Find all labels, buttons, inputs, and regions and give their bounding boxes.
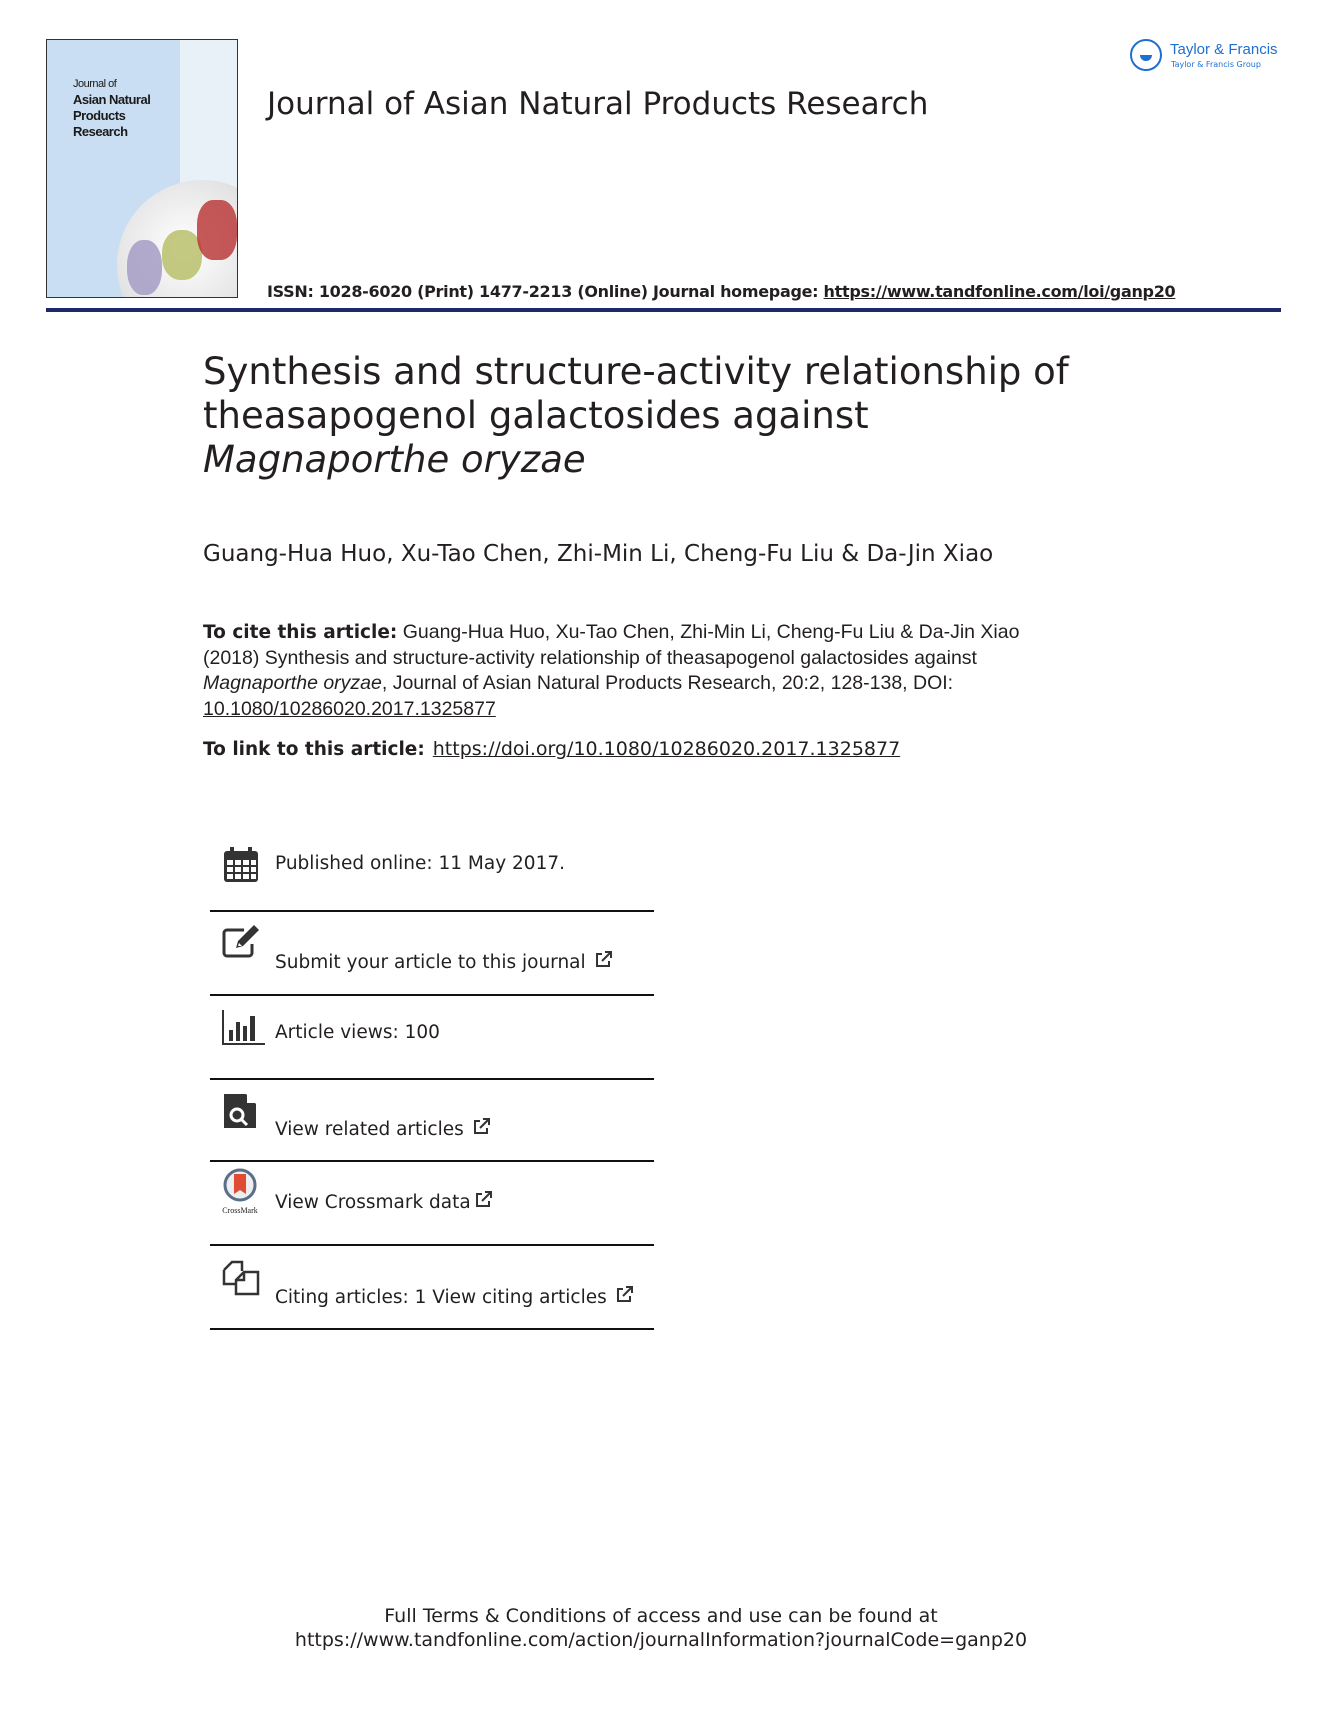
article-views-item xyxy=(210,996,654,1080)
issn-text: ISSN: 1028-6020 (Print) 1477-2213 (Online) Journal homepage: xyxy=(267,282,824,301)
article-title xyxy=(203,350,1103,482)
bar-chart-icon xyxy=(222,1008,266,1046)
related-articles-link[interactable] xyxy=(275,1118,490,1140)
taylor-francis-logo xyxy=(1130,39,1285,77)
external-link-icon xyxy=(472,1118,490,1136)
cite-text: Guang-Hua Huo, Xu-Tao Chen, Zhi-Min Li, Cheng-Fu Liu & Da-Jin Xiao xyxy=(397,621,1020,643)
edit-icon xyxy=(222,924,260,962)
article-link-line xyxy=(203,738,900,760)
citing-articles-item[interactable] xyxy=(210,1246,654,1330)
title-text: Synthesis and structure-activity relationship of theasapogenol galactosides against xyxy=(203,350,1069,437)
cite-text: , Journal of Asian Natural Products Research, 20:2, 128-138, DOI: xyxy=(381,672,954,694)
footer-terms-text: Full Terms & Conditions of access and use can be found at xyxy=(384,1605,938,1627)
journal-cover-image xyxy=(46,39,238,298)
cover-text: Research xyxy=(73,124,128,139)
crossmark-icon xyxy=(218,1168,262,1214)
article-doi-link[interactable]: https://doi.org/10.1080/10286020.2017.1325877 xyxy=(432,738,901,760)
related-label: View related articles xyxy=(275,1119,464,1140)
protein-graphic xyxy=(162,230,202,280)
cover-text: Journal of xyxy=(73,78,117,90)
citing-articles-link[interactable] xyxy=(275,1286,633,1308)
publisher-group: Taylor & Francis Group xyxy=(1171,60,1261,69)
article-authors: Guang-Hua Huo, Xu-Tao Chen, Zhi-Min Li, Cheng-Fu Liu & Da-Jin Xiao xyxy=(203,541,994,567)
footer xyxy=(0,1604,1322,1652)
taylor-francis-lamp-icon xyxy=(1130,39,1162,71)
cite-text: (2018) Synthesis and structure-activity relationship of theasapogenol galactosides against xyxy=(203,646,977,669)
calendar-icon xyxy=(222,846,260,884)
journal-title: Journal of Asian Natural Products Research xyxy=(267,86,929,122)
cite-label: To cite this article: xyxy=(203,622,398,643)
citation-block xyxy=(203,620,1019,722)
cite-italic: Magnaporthe oryzae xyxy=(203,672,382,694)
copy-icon xyxy=(222,1258,260,1296)
cover-text: Asian Natural xyxy=(73,92,151,107)
footer-terms-link[interactable]: https://www.tandfonline.com/action/journalInformation?journalCode=ganp20 xyxy=(294,1629,1028,1651)
crossmark-item[interactable] xyxy=(210,1162,654,1246)
submit-article-link[interactable] xyxy=(275,951,612,973)
related-articles-item[interactable] xyxy=(210,1080,654,1164)
issn-line xyxy=(267,282,1175,301)
crossmark-badge xyxy=(218,1168,262,1202)
article-views-count: Article views: 100 xyxy=(275,1022,440,1043)
link-label: To link to this article: xyxy=(203,739,425,760)
published-date: Published online: 11 May 2017. xyxy=(275,853,566,874)
cover-text: Products xyxy=(73,108,126,123)
divider xyxy=(210,1328,654,1330)
submit-label: Submit your article to this journal xyxy=(275,952,586,973)
search-document-icon xyxy=(222,1092,260,1130)
title-italic-text: Magnaporthe oryzae xyxy=(203,438,586,481)
external-link-icon xyxy=(594,951,612,969)
citing-label: Citing articles: 1 View citing articles xyxy=(275,1287,607,1308)
header-rule xyxy=(46,308,1281,312)
published-online-item xyxy=(210,822,654,906)
submit-article-item[interactable] xyxy=(210,912,654,996)
crossmark-link[interactable] xyxy=(275,1191,492,1213)
protein-graphic xyxy=(197,200,237,260)
crossmark-label: View Crossmark data xyxy=(275,1192,471,1213)
external-link-icon xyxy=(474,1191,492,1209)
external-link-icon xyxy=(615,1286,633,1304)
journal-homepage-link[interactable]: https://www.tandfonline.com/loi/ganp20 xyxy=(823,282,1176,301)
cite-doi-link[interactable]: 10.1080/10286020.2017.1325877 xyxy=(203,697,496,720)
publisher-name: Taylor & Francis xyxy=(1170,41,1278,58)
protein-graphic xyxy=(127,240,162,295)
crossmark-logo-text: CrossMark xyxy=(222,1206,258,1215)
cover-title xyxy=(73,76,150,140)
